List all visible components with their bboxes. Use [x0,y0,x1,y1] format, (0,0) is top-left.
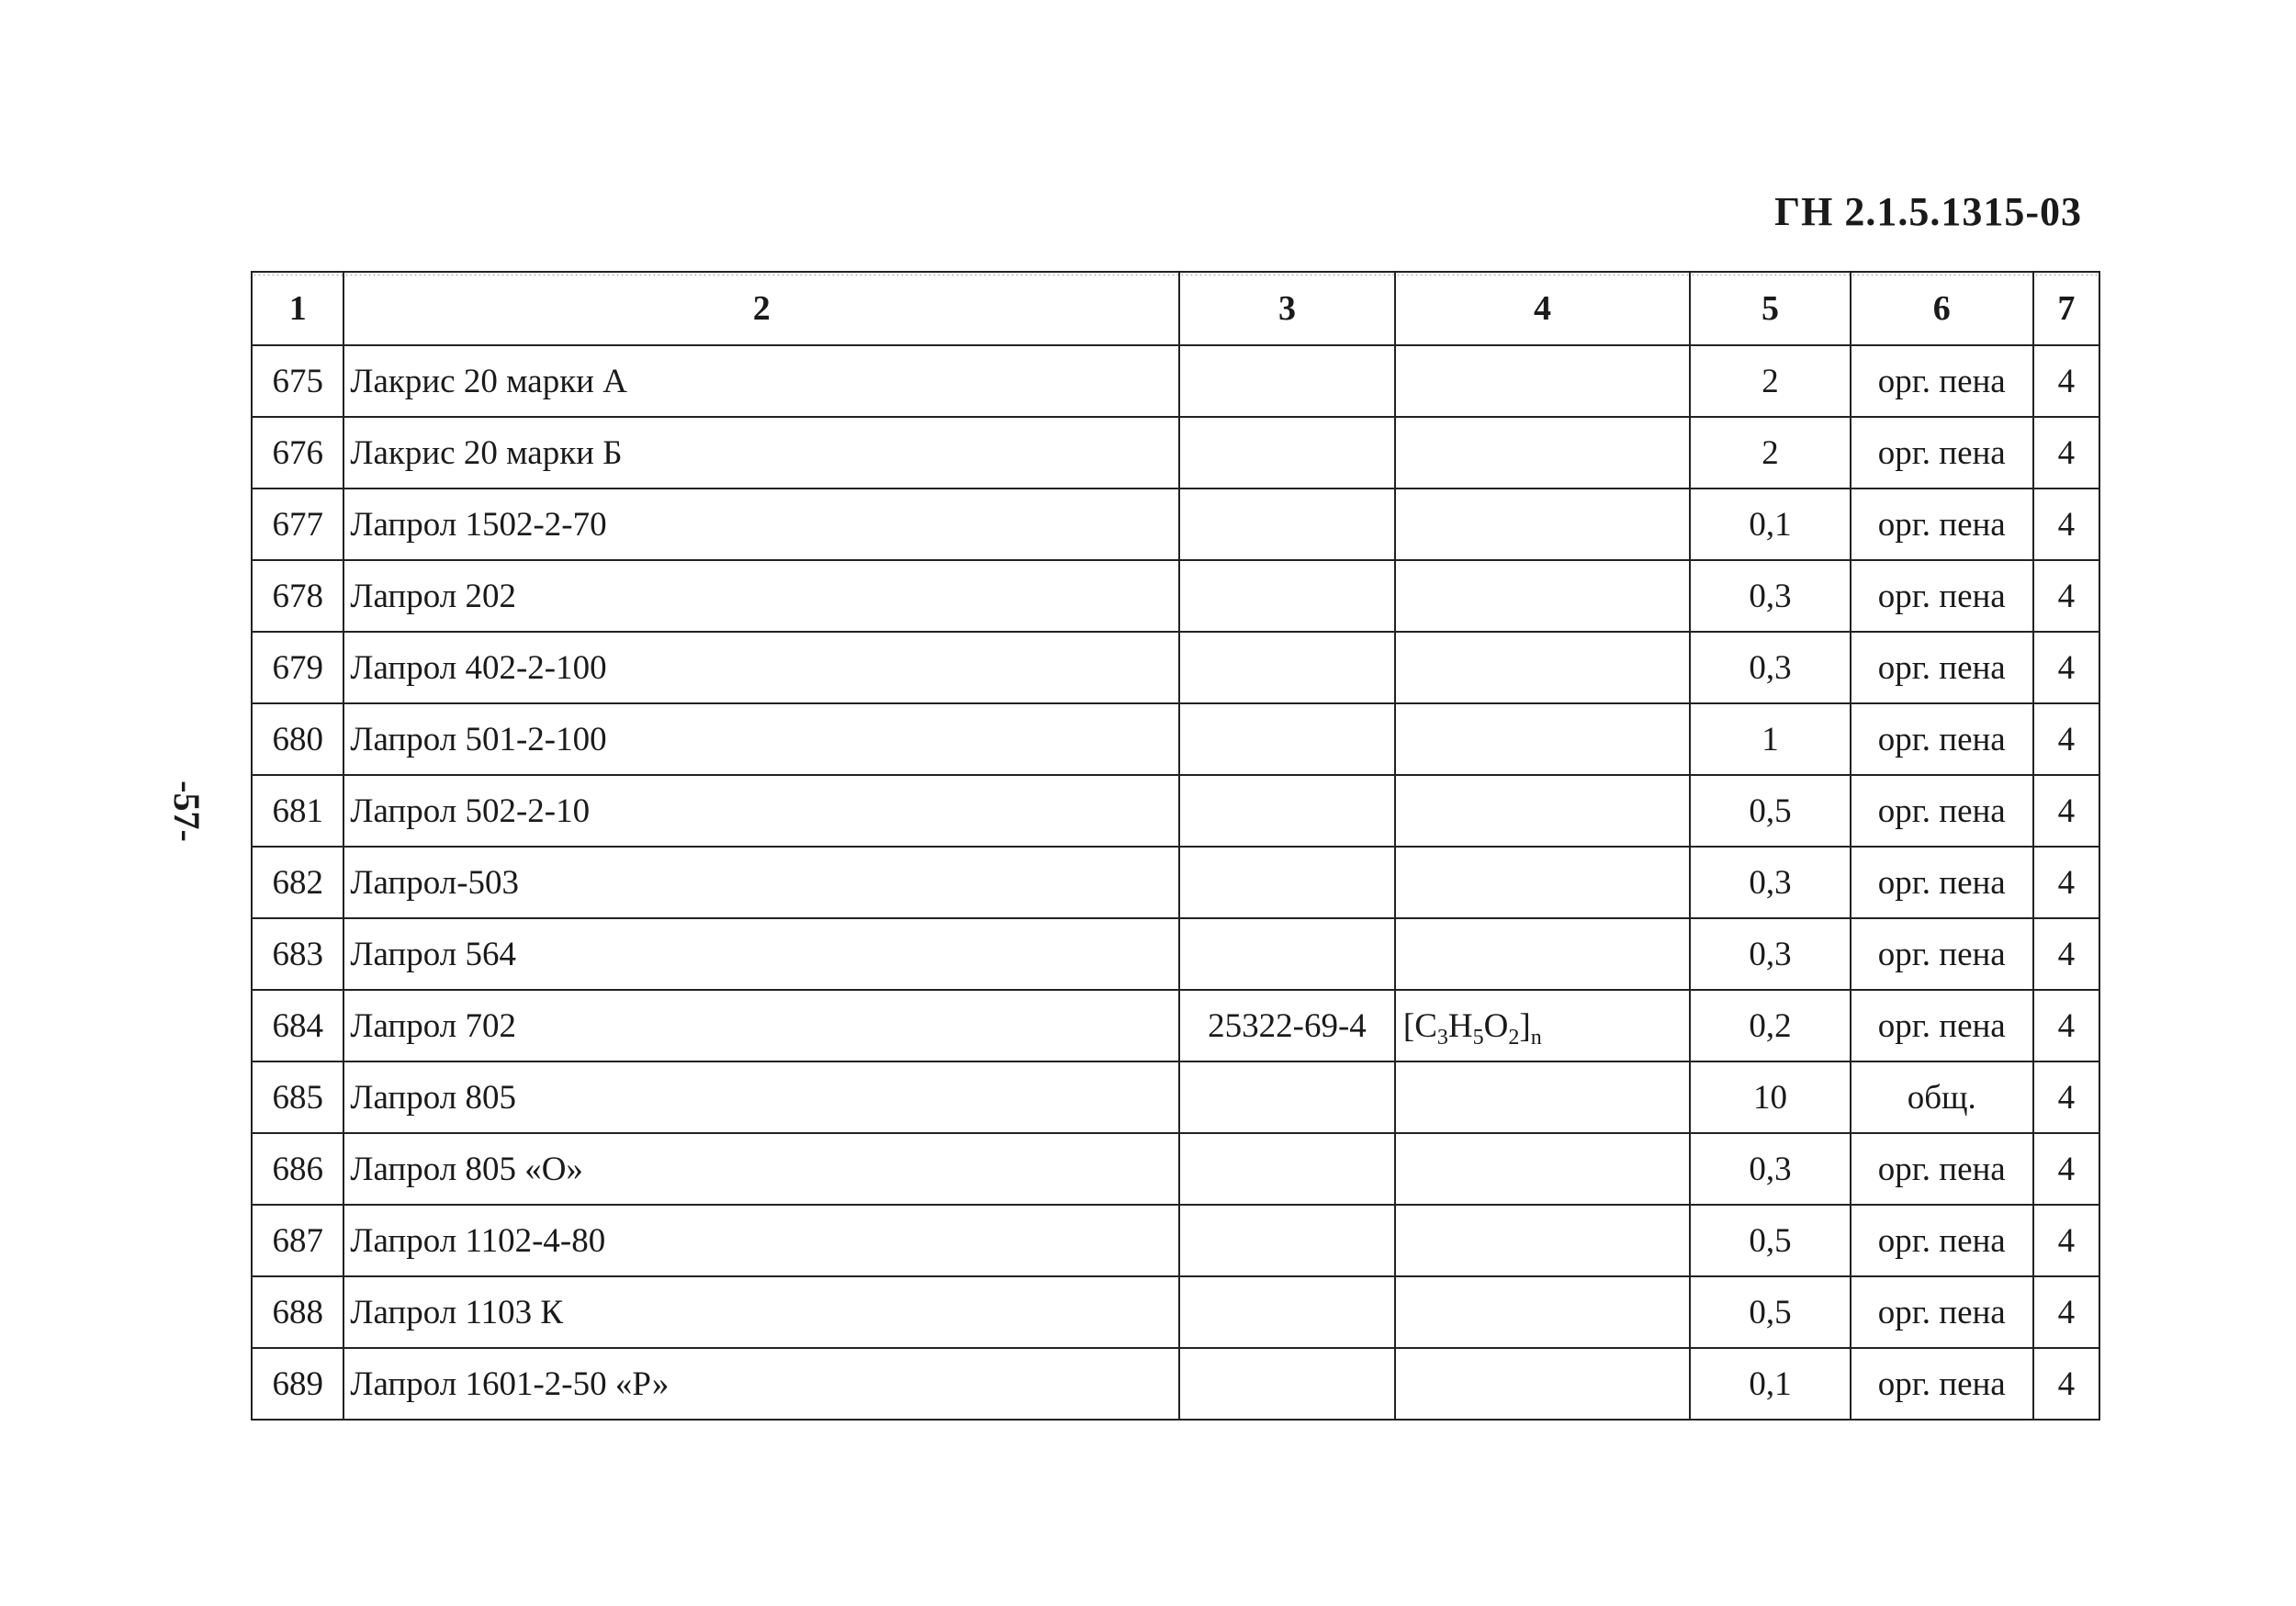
cell-hazard-class: 4 [2033,1061,2099,1133]
cell-formula [1395,918,1690,990]
cell-number: 682 [252,847,343,918]
page-number: -57- [165,781,208,842]
cell-number: 681 [252,775,343,847]
cell-hazard-class: 4 [2033,703,2099,775]
cell-hazard-sign: орг. пена [1851,1276,2033,1348]
cell-hazard-class: 4 [2033,1133,2099,1205]
table-row [252,345,2099,417]
cell-formula [1395,489,1690,560]
column-header-7: 7 [2033,272,2099,345]
formula-part: ] [1519,1006,1531,1045]
cell-limit-value: 0,3 [1690,1133,1851,1205]
formula-part: O [1483,1006,1509,1045]
table-row [252,918,2099,990]
cell-limit-value: 0,5 [1690,775,1851,847]
column-header-6: 6 [1851,272,2033,345]
cell-formula [1395,417,1690,489]
formula-part: n [1530,1025,1542,1050]
cell-number: 675 [252,345,343,417]
cell-substance-name: Лапрол 805 «О» [343,1133,1179,1205]
table-row [252,1205,2099,1276]
cell-limit-value: 2 [1690,345,1851,417]
cell-substance-name: Лапрол 402-2-100 [343,632,1179,703]
cell-limit-value: 0,3 [1690,560,1851,632]
table-row [252,775,2099,847]
cell-substance-name: Лапрол 202 [343,560,1179,632]
cell-formula [1395,1205,1690,1276]
column-header-3: 3 [1179,272,1395,345]
table-row [252,847,2099,918]
table-header-row [252,272,2099,345]
cell-cas-number [1179,775,1395,847]
table-row [252,417,2099,489]
cell-number: 678 [252,560,343,632]
cell-hazard-sign: орг. пена [1851,489,2033,560]
cell-substance-name: Лапрол 1102-4-80 [343,1205,1179,1276]
cell-limit-value: 0,1 [1690,489,1851,560]
table-row [252,1061,2099,1133]
cell-formula [1395,1133,1690,1205]
cell-substance-name: Лакрис 20 марки А [343,345,1179,417]
cell-hazard-class: 4 [2033,632,2099,703]
cell-cas-number [1179,918,1395,990]
cell-formula [1395,632,1690,703]
cell-limit-value: 0,3 [1690,847,1851,918]
cell-formula [1395,345,1690,417]
cell-hazard-sign: орг. пена [1851,417,2033,489]
cell-hazard-sign: общ. [1851,1061,2033,1133]
cell-limit-value: 2 [1690,417,1851,489]
cell-hazard-class: 4 [2033,560,2099,632]
cell-substance-name: Лапрол 501-2-100 [343,703,1179,775]
cell-cas-number [1179,703,1395,775]
cell-formula [1395,703,1690,775]
cell-cas-number [1179,345,1395,417]
cell-limit-value: 1 [1690,703,1851,775]
cell-formula [1395,775,1690,847]
cell-hazard-class: 4 [2033,847,2099,918]
formula-part: [C [1402,1006,1437,1045]
cell-hazard-sign: орг. пена [1851,703,2033,775]
substances-table [251,271,2100,1421]
cell-hazard-sign: орг. пена [1851,1348,2033,1420]
cell-hazard-sign: орг. пена [1851,1205,2033,1276]
cell-cas-number [1179,1061,1395,1133]
cell-formula [1395,1061,1690,1133]
cell-hazard-sign: орг. пена [1851,1133,2033,1205]
cell-hazard-sign: орг. пена [1851,560,2033,632]
formula-part: 3 [1436,1025,1448,1050]
cell-number: 684 [252,990,343,1061]
cell-formula [1395,1348,1690,1420]
cell-number: 683 [252,918,343,990]
cell-limit-value: 0,3 [1690,918,1851,990]
table-body [252,345,2099,1420]
cell-cas-number [1179,1205,1395,1276]
cell-number: 677 [252,489,343,560]
table-row [252,489,2099,560]
cell-cas-number [1179,1348,1395,1420]
cell-formula [1395,847,1690,918]
cell-cas-number [1179,847,1395,918]
table-row [252,1276,2099,1348]
cell-limit-value: 0,3 [1690,632,1851,703]
cell-number: 685 [252,1061,343,1133]
table-row [252,1348,2099,1420]
cell-hazard-class: 4 [2033,918,2099,990]
cell-cas-number [1179,417,1395,489]
cell-hazard-class: 4 [2033,1348,2099,1420]
cell-formula [1395,990,1690,1061]
cell-number: 688 [252,1276,343,1348]
cell-hazard-sign: орг. пена [1851,847,2033,918]
cell-cas-number [1179,1133,1395,1205]
table-row [252,703,2099,775]
cell-cas-number [1179,632,1395,703]
cell-hazard-sign: орг. пена [1851,775,2033,847]
cell-cas-number [1179,560,1395,632]
cell-limit-value: 0,5 [1690,1276,1851,1348]
formula-part: 2 [1508,1025,1520,1050]
cell-hazard-sign: орг. пена [1851,918,2033,990]
column-header-1: 1 [252,272,343,345]
cell-substance-name: Лапрол 1103 К [343,1276,1179,1348]
cell-hazard-class: 4 [2033,345,2099,417]
cell-number: 686 [252,1133,343,1205]
cell-cas-number [1179,489,1395,560]
cell-number: 689 [252,1348,343,1420]
cell-limit-value: 10 [1690,1061,1851,1133]
cell-substance-name: Лапрол-503 [343,847,1179,918]
table-row [252,560,2099,632]
cell-substance-name: Лакрис 20 марки Б [343,417,1179,489]
table-row [252,632,2099,703]
document-code: ГН 2.1.5.1315-03 [1774,189,2082,234]
cell-number: 687 [252,1205,343,1276]
cell-number: 680 [252,703,343,775]
cell-limit-value: 0,5 [1690,1205,1851,1276]
cell-cas-number: 25322-69-4 [1179,990,1395,1061]
formula-part: H [1447,1006,1473,1045]
column-header-4: 4 [1395,272,1690,345]
cell-hazard-class: 4 [2033,489,2099,560]
cell-number: 679 [252,632,343,703]
cell-hazard-class: 4 [2033,775,2099,847]
cell-hazard-class: 4 [2033,417,2099,489]
cell-substance-name: Лапрол 702 [343,990,1179,1061]
column-header-2: 2 [343,272,1179,345]
cell-limit-value: 0,2 [1690,990,1851,1061]
column-header-5: 5 [1690,272,1851,345]
cell-hazard-sign: орг. пена [1851,990,2033,1061]
cell-hazard-class: 4 [2033,1276,2099,1348]
table-row [252,990,2099,1061]
cell-limit-value: 0,1 [1690,1348,1851,1420]
cell-formula [1395,560,1690,632]
cell-cas-number [1179,1276,1395,1348]
cell-substance-name: Лапрол 564 [343,918,1179,990]
cell-substance-name: Лапрол 805 [343,1061,1179,1133]
cell-hazard-sign: орг. пена [1851,632,2033,703]
formula-part: 5 [1472,1025,1484,1050]
cell-hazard-sign: орг. пена [1851,345,2033,417]
cell-formula [1395,1276,1690,1348]
cell-substance-name: Лапрол 1601-2-50 «Р» [343,1348,1179,1420]
cell-substance-name: Лапрол 502-2-10 [343,775,1179,847]
cell-hazard-class: 4 [2033,990,2099,1061]
cell-hazard-class: 4 [2033,1205,2099,1276]
cell-substance-name: Лапрол 1502-2-70 [343,489,1179,560]
table-row [252,1133,2099,1205]
cell-number: 676 [252,417,343,489]
